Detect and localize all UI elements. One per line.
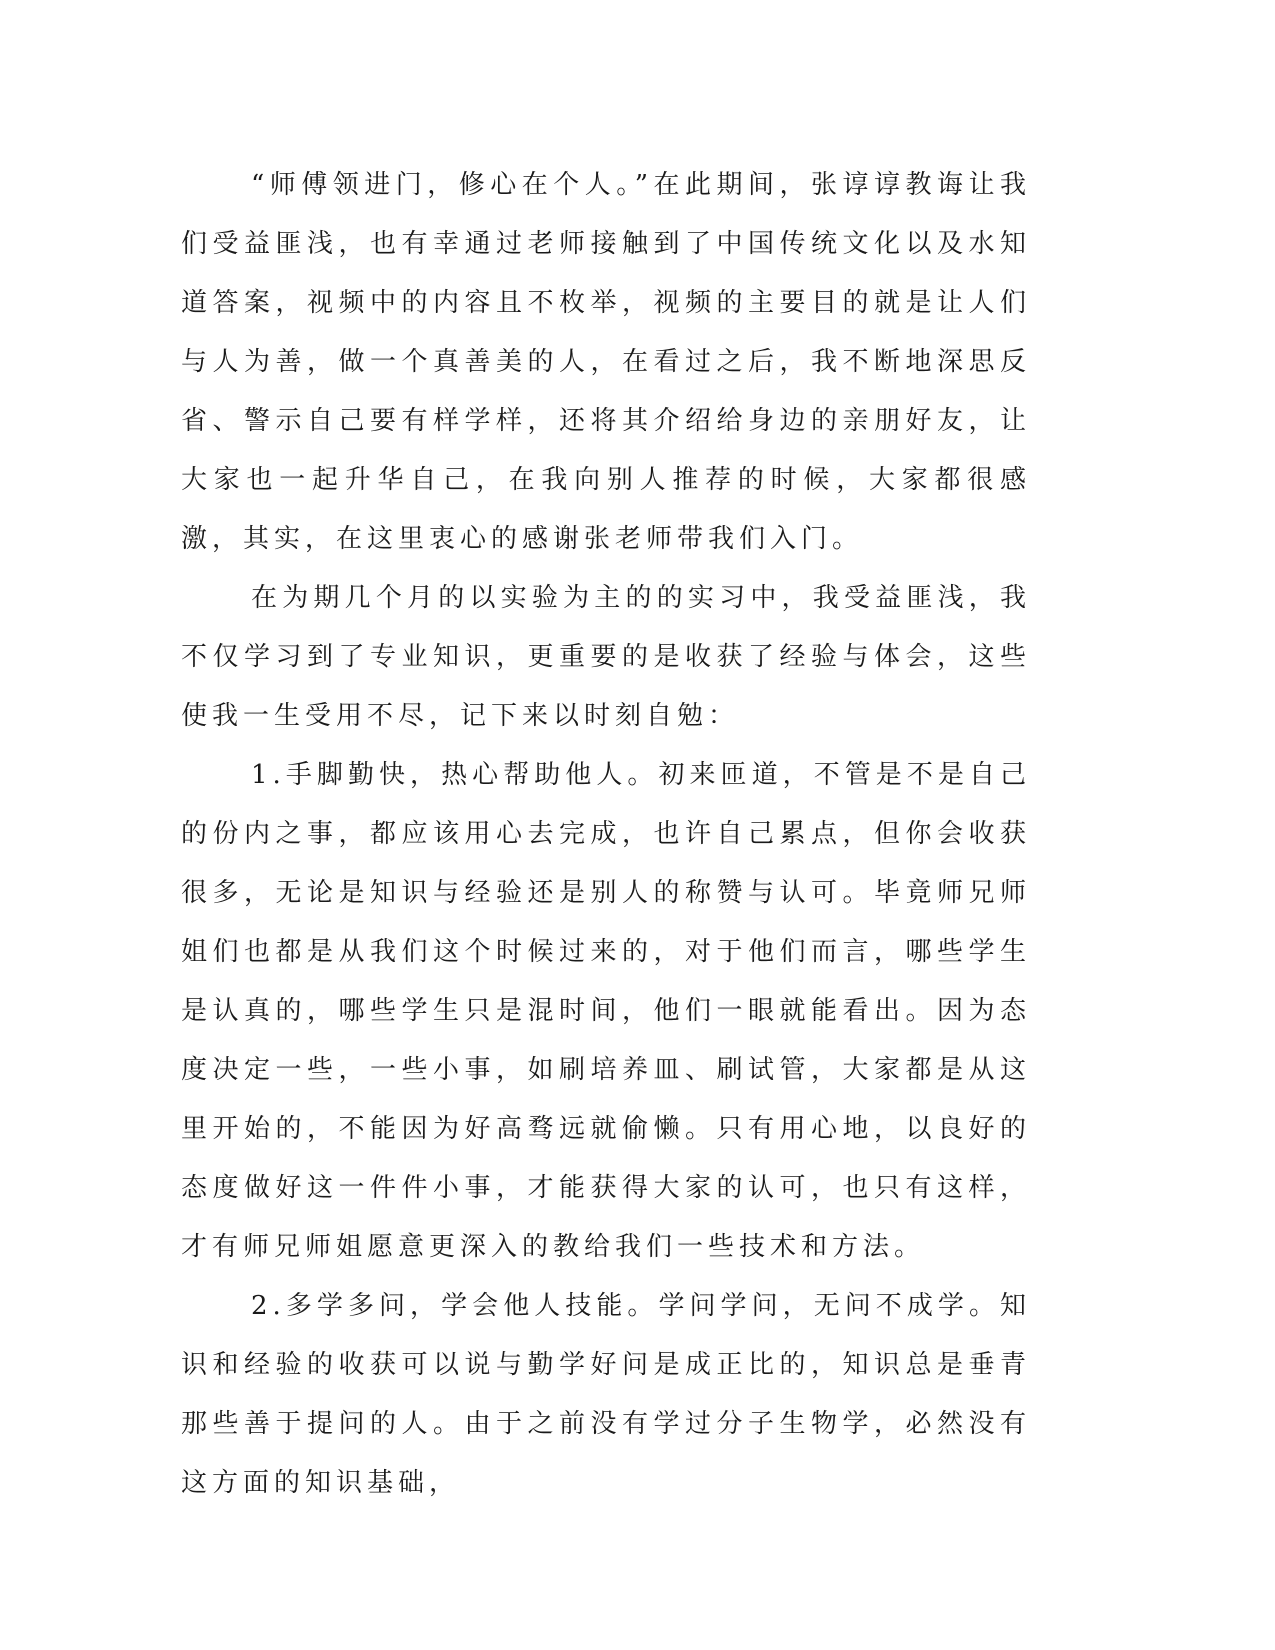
paragraph-internship-summary: 在为期几个月的以实验为主的的实习中，我受益匪浅，我不仅学习到了专业知识，更重要的是收获了经验与体会，这些使我一生受用不尽，记下来以时刻自勉： bbox=[181, 583, 1031, 731]
paragraph-mentor-gratitude: “师傅领进门，修心在个人。”在此期间，张谆谆教诲让我们受益匪浅，也有幸通过老师接触到了中国传统文化以及水知道答案，视频中的内容且不枚举，视频的主要目的就是让人们与人为善，做一个真善美的人，在看过之后，我不断地深思反省、警示自己要有样学样，还将其介绍给身边的亲朋好友，让大家也一起升华自己，在我向别人推荐的时候，大家都很感激，其实，在这里衷心的感谢张老师带我们入门。 bbox=[181, 170, 1031, 554]
paragraph-point-2-inquiry: 2.多学多问，学会他人技能。学问学问，无问不成学。知识和经验的收获可以说与勤学好问是成正比的，知识总是垂青那些善于提问的人。由于之前没有学过分子生物学，必然没有这方面的知识基础， bbox=[181, 1291, 1031, 1498]
document-body bbox=[181, 156, 1031, 1513]
paragraph-point-1-diligence: 1.手脚勤快，热心帮助他人。初来匝道，不管是不是自己的份内之事，都应该用心去完成，也许自己累点，但你会收获很多，无论是知识与经验还是别人的称赞与认可。毕竟师兄师姐们也都是从我们这个时候过来的，对于他们而言，哪些学生是认真的，哪些学生只是混时间，他们一眼就能看出。因为态度决定一些，一些小事，如刷培养皿、刷试管，大家都是从这里开始的，不能因为好高骛远就偷懒。只有用心地，以良好的态度做好这一件件小事，才能获得大家的认可，也只有这样，才有师兄师姐愿意更深入的教给我们一些技术和方法。 bbox=[181, 760, 1031, 1262]
